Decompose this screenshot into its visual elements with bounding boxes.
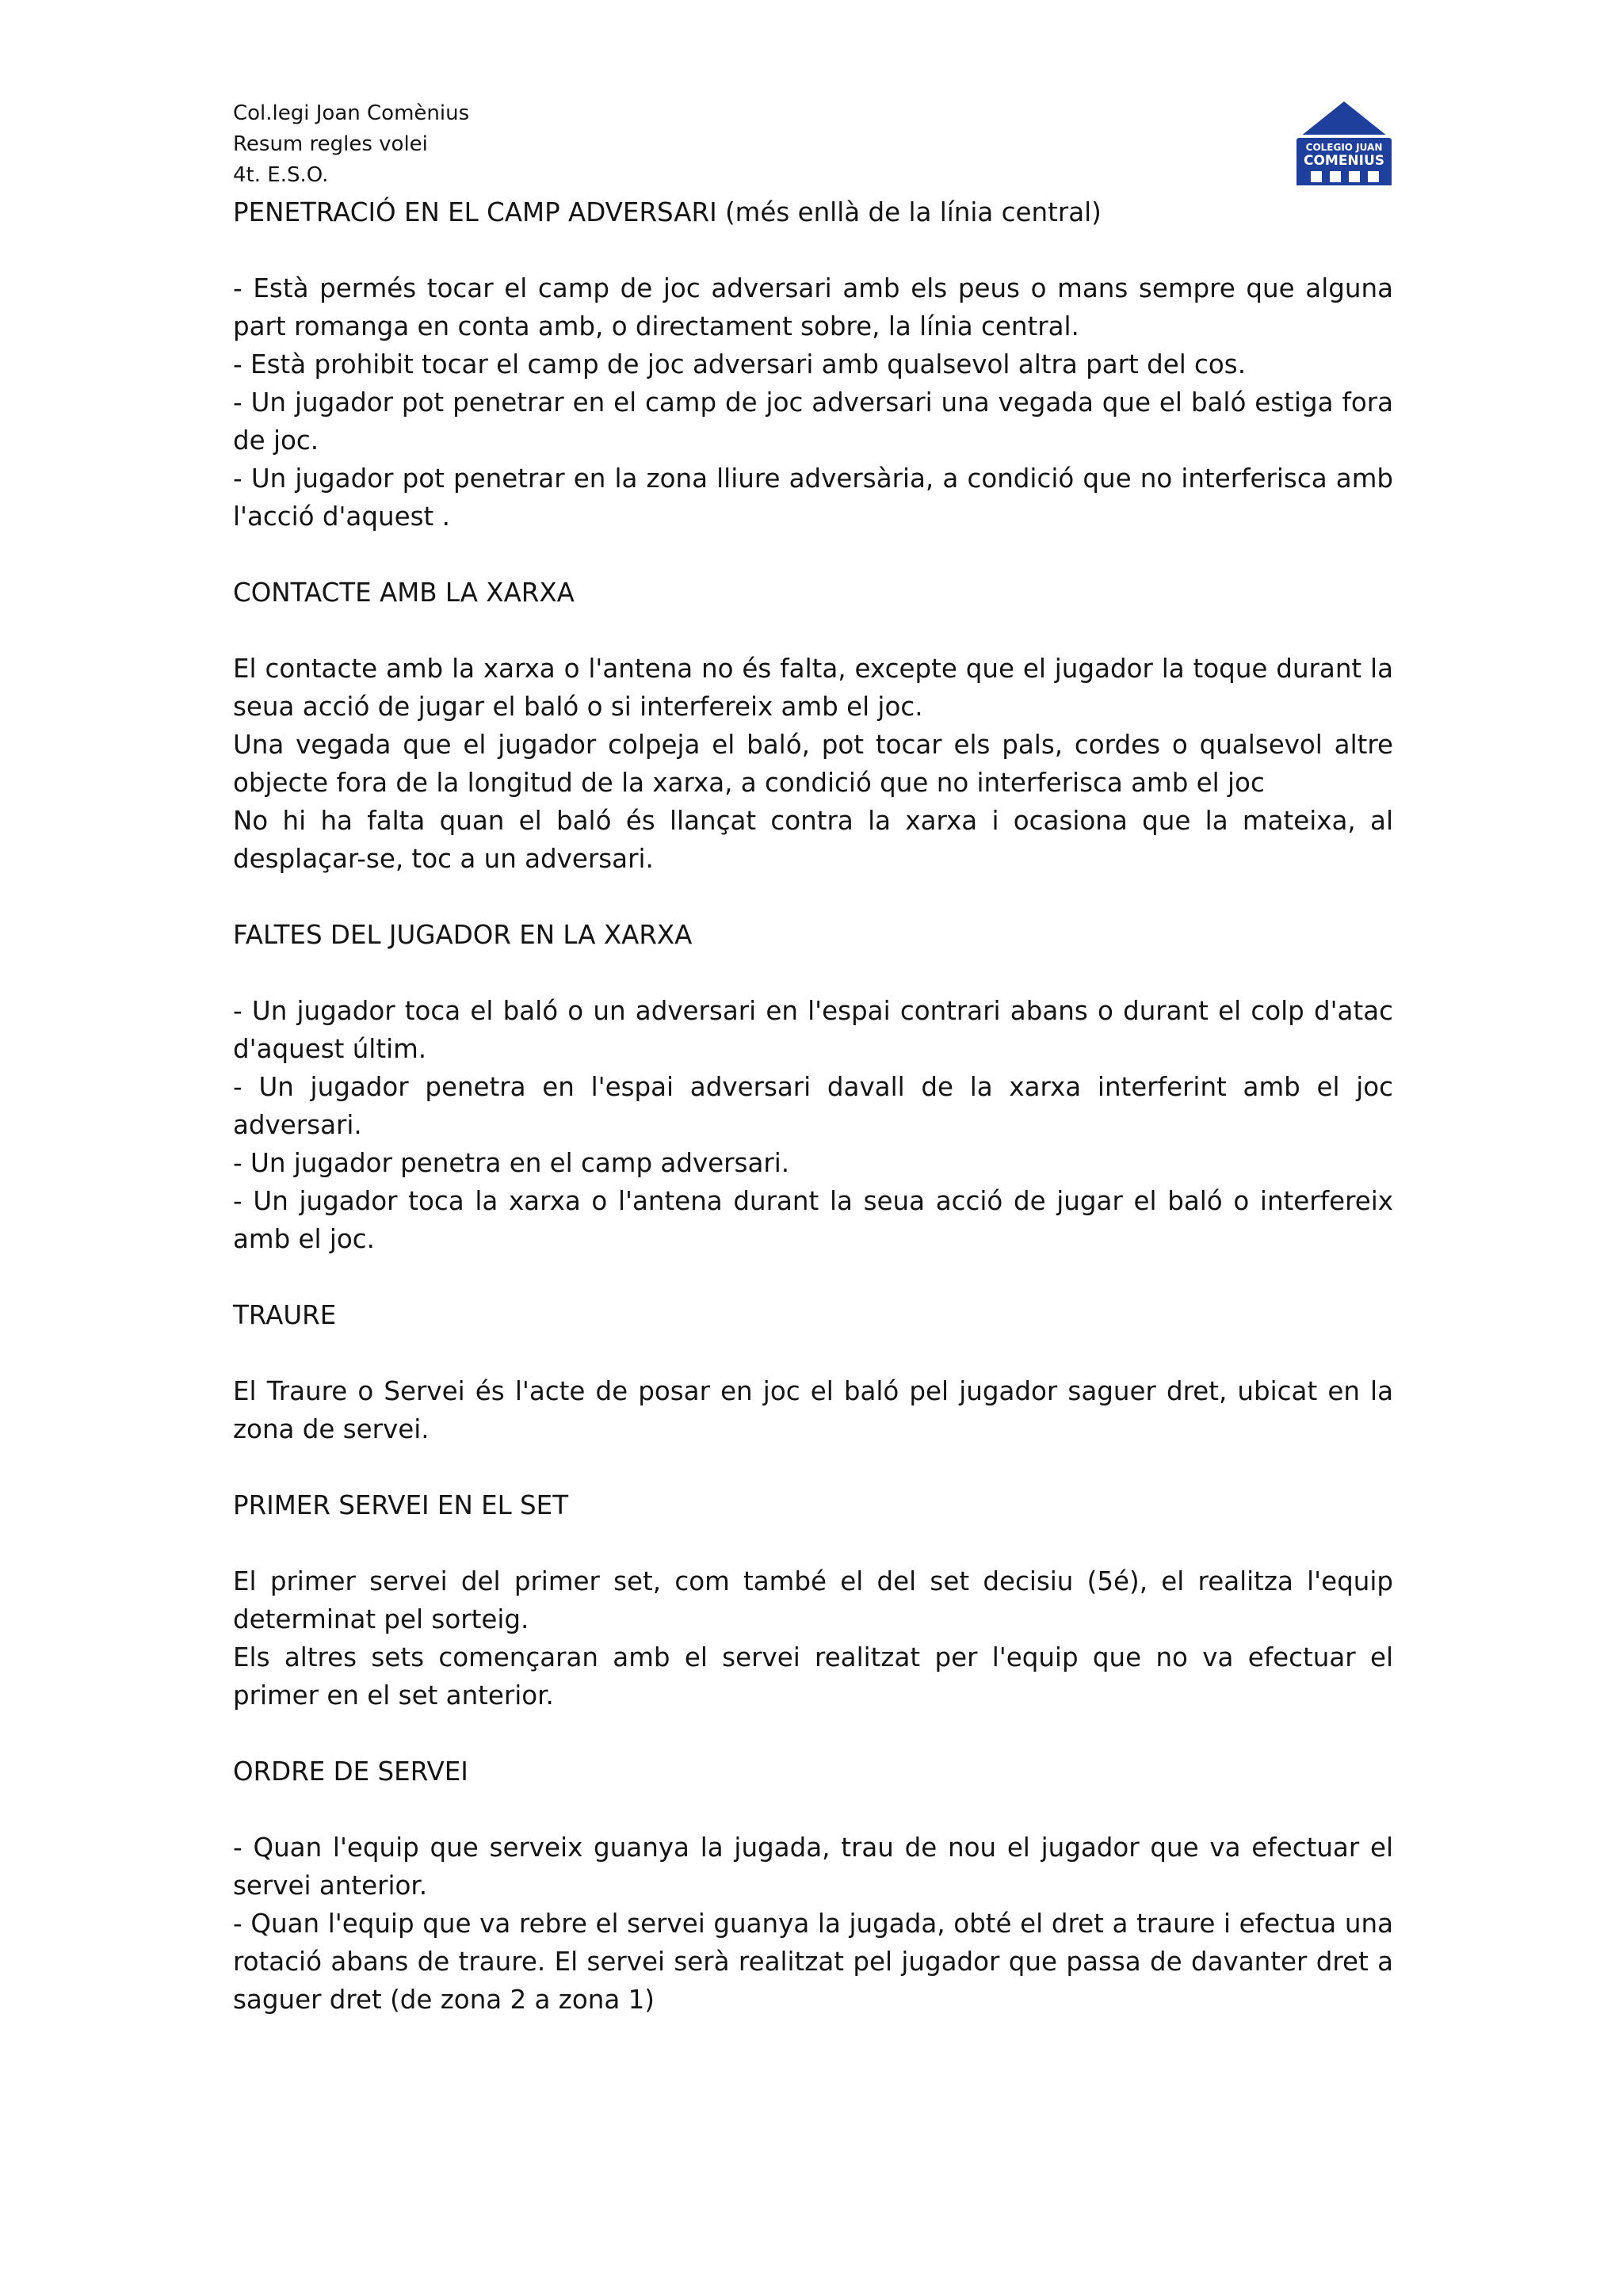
- paragraph: - Un jugador penetra en el camp adversari.: [233, 1148, 790, 1178]
- paragraph: - Està permés tocar el camp de joc adversari amb els peus o mans sempre que alguna part romanga en conta amb, o directament sobre, la línia central.: [233, 273, 1393, 341]
- section-heading: PRIMER SERVEI EN EL SET: [233, 1490, 569, 1520]
- section-heading: TRAURE: [233, 1300, 337, 1330]
- school-logo: [1293, 100, 1395, 187]
- section-heading: ORDRE DE SERVEI: [233, 1756, 468, 1787]
- document-body: [233, 193, 1393, 2019]
- paragraph: - Un jugador toca el baló o un adversari en l'espai contrari abans o durant el colp d'atac d'aquest últim.: [233, 996, 1393, 1064]
- paragraph: - Un jugador toca la xarxa o l'antena durant la seua acció de jugar el baló o interfereix amb el joc.: [233, 1186, 1393, 1254]
- logo-line2: COMENIUS: [1303, 153, 1385, 169]
- school-name: Col.legi Joan Comènius: [233, 101, 470, 125]
- section-heading: CONTACTE AMB LA XARXA: [233, 578, 575, 608]
- paragraph: - Un jugador pot penetrar en el camp de joc adversari una vegada que el baló estiga fora de joc.: [233, 387, 1393, 456]
- paragraph: No hi ha falta quan el baló és llançat contra la xarxa i ocasiona que la mateixa, al desplaçar-se, toc a un adversari.: [233, 806, 1393, 874]
- section-heading: FALTES DEL JUGADOR EN LA XARXA: [233, 920, 693, 950]
- section-serve: [233, 1296, 1393, 1448]
- paragraph: Els altres sets començaran amb el servei realitzat per l'equip que no va efectuar el primer en el set anterior.: [233, 1642, 1393, 1711]
- paragraph: El primer servei del primer set, com també el del set decisiu (5é), el realitza l'equip determinat pel sorteig.: [233, 1566, 1393, 1634]
- paragraph: El contacte amb la xarxa o l'antena no és falta, excepte que el jugador la toque durant la seua acció de jugar el baló o si interfereix amb el joc.: [233, 654, 1393, 722]
- grade-label: 4t. E.S.O.: [233, 163, 329, 187]
- paragraph: - Un jugador penetra en l'espai adversari davall de la xarxa interferint amb el joc adversari.: [233, 1072, 1393, 1140]
- paragraph: Una vegada que el jugador colpeja el baló, pot tocar els pals, cordes o qualsevol altre objecte fora de la longitud de la xarxa, a condició que no interferisca amb el joc: [233, 730, 1393, 798]
- paragraph: - Quan l'equip que va rebre el servei guanya la jugada, obté el dret a traure i efectua una rotació abans de traure. El servei serà realitzat pel jugador que passa de davanter dret a saguer dret (de zona 2 a zona 1): [233, 1909, 1393, 2015]
- section-first-serve: [233, 1486, 1393, 1714]
- section-serve-order: [233, 1753, 1393, 2019]
- paragraph: - Quan l'equip que serveix guanya la jugada, trau de nou el jugador que va efectuar el servei anterior.: [233, 1833, 1393, 1901]
- paragraph: - Està prohibit tocar el camp de joc adversari amb qualsevol altra part del cos.: [233, 349, 1247, 379]
- document-subject: Resum regles volei: [233, 132, 428, 156]
- section-heading: PENETRACIÓ EN EL CAMP ADVERSARI (més enllà de la línia central): [233, 197, 1102, 227]
- paragraph: El Traure o Servei és l'acte de posar en joc el baló pel jugador saguer dret, ubicat en la zona de servei.: [233, 1376, 1393, 1444]
- page-header: [233, 98, 469, 191]
- section-penetration: [233, 193, 1393, 536]
- logo-line1: COLEGIO JUAN: [1305, 142, 1383, 153]
- paragraph: - Un jugador pot penetrar en la zona lliure adversària, a condició que no interferisca amb l'acció d'aquest .: [233, 463, 1393, 532]
- section-net-faults: [233, 916, 1393, 1258]
- section-net-contact: [233, 574, 1393, 878]
